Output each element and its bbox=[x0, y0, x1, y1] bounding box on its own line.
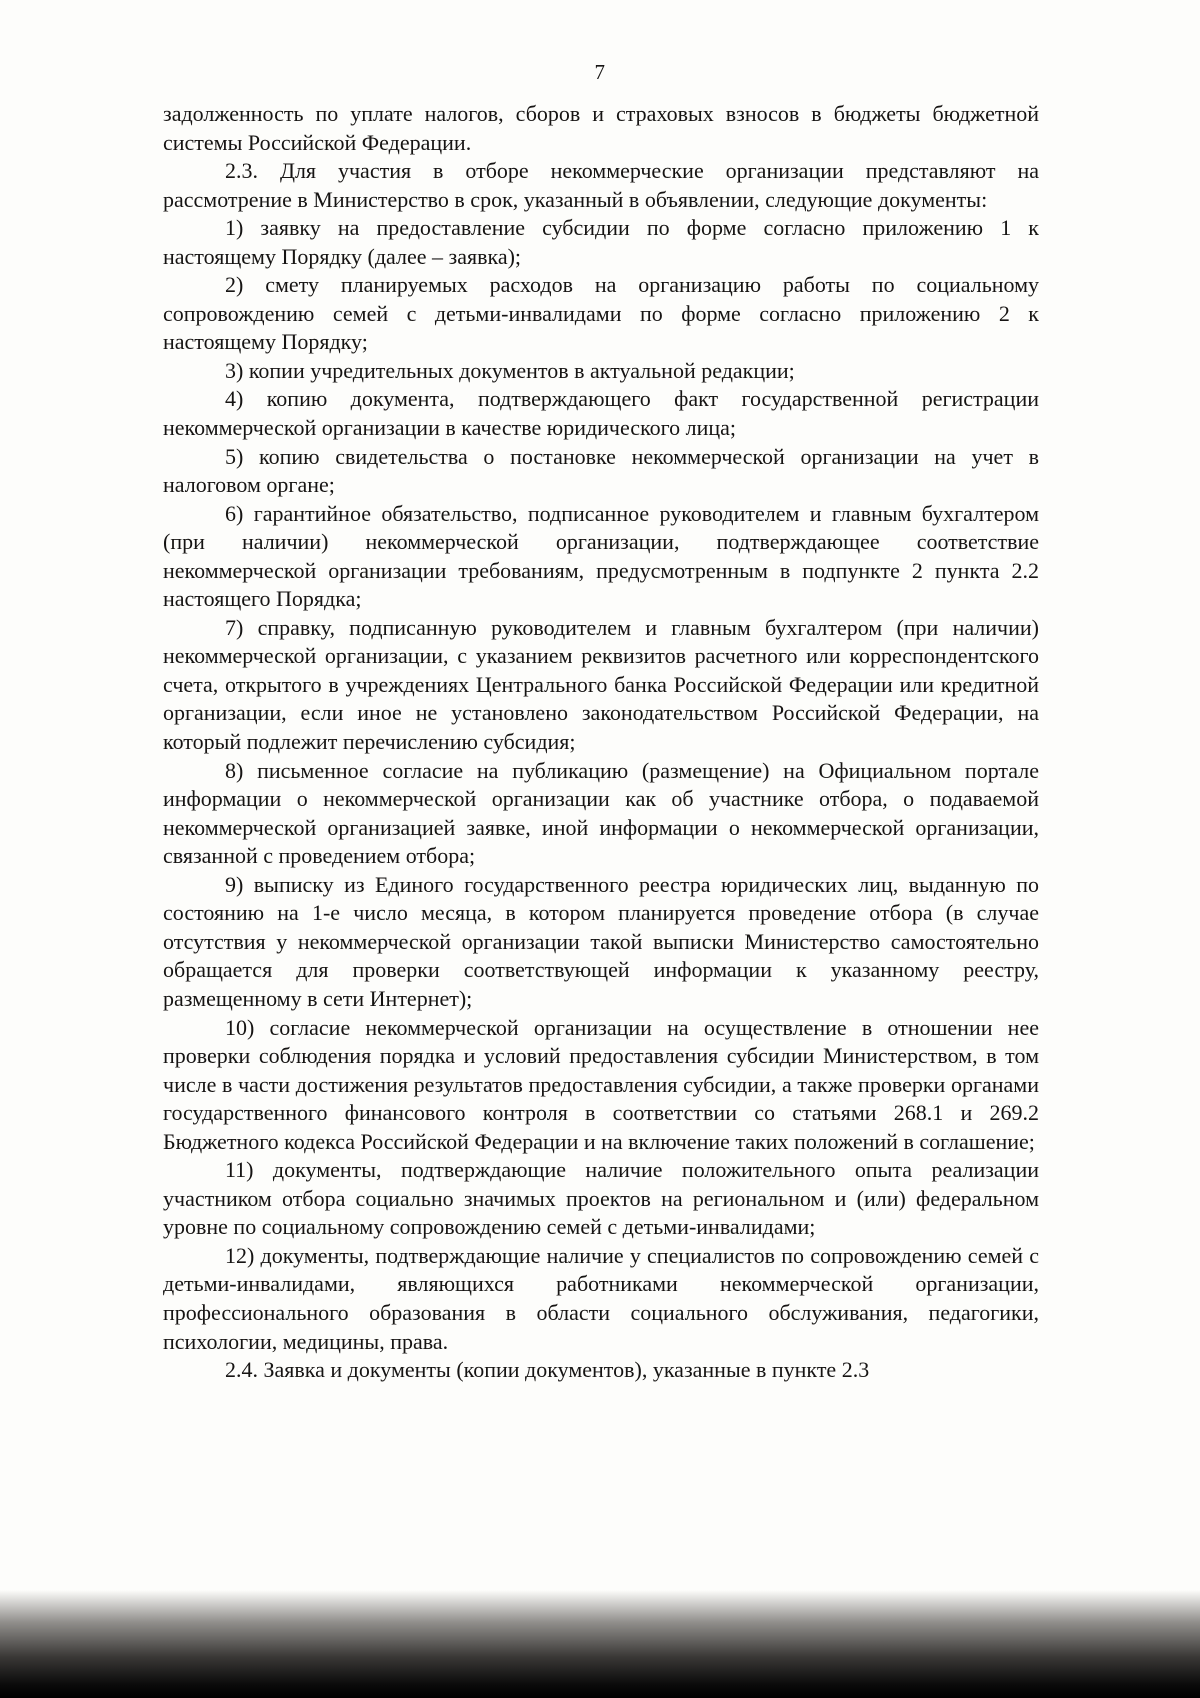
paragraph-clause-2-4: 2.4. Заявка и документы (копии документов), указанные в пункте 2.3 bbox=[225, 1357, 870, 1383]
paragraph-item-2: 2) смету планируемых расходов на организацию работы по социальному сопровождению семей с детьми-инвалидами по форме согласно приложению 2 к настоящему Порядку; bbox=[163, 272, 1039, 355]
page-number: 7 bbox=[594, 60, 606, 84]
paragraph-item-7: 7) справку, подписанную руководителем и главным бухгалтером (при наличии) некоммерческой организации, с указанием реквизитов расчетного или корреспондентского счета, открытого в учреждениях Центрального банка Российской Федерации или кредитной организации, если иное не установлено законодательством Российской Федерации, на который подлежит перечислению субсидия; bbox=[163, 614, 1039, 755]
paragraph-item-6: 6) гарантийное обязательство, подписанное руководителем и главным бухгалтером (при наличии) некоммерческой организации, подтверждающее соответствие некоммерческой организации требованиям, предусмотренным в подпункте 2 пункта 2.2 настоящего Порядка; bbox=[163, 500, 1039, 612]
paragraph-item-9: 9) выписку из Единого государственного реестра юридических лиц, выданную по состоянию на 1-е число месяца, в котором планируется проведение отбора (в случае отсутствия у некоммерческой организации такой выписки Министерство самостоятельно обращается для проверки соответствующей информации к указанному реестру, размещенному в сети Интернет); bbox=[163, 871, 1039, 1011]
scan-edge-shadow bbox=[0, 1590, 1200, 1698]
paragraph-item-11: 11) документы, подтверждающие наличие положительного опыта реализации участником отбора социально значимых проектов на региональном и (или) федеральном уровне по социальному сопровождению семей с детьми-инвалидами; bbox=[163, 1157, 1039, 1240]
paragraph-item-4: 4) копию документа, подтверждающего факт государственной регистрации некоммерческой организации в качестве юридического лица; bbox=[163, 386, 1039, 441]
paragraph-item-3: 3) копии учредительных документов в актуальной редакции; bbox=[225, 357, 795, 383]
paragraph-continuation: задолженность по уплате налогов, сборов и страховых взносов в бюджеты бюджетной системы Российской Федерации. bbox=[163, 101, 1039, 155]
paragraph-item-10: 10) согласие некоммерческой организации на осуществление в отношении нее проверки соблюдения порядка и условий предоставления субсидии Министерством, в том числе в части достижения результатов предоставления субсидии, а также проверки органами государственного финансового контроля в соответствии со статьями 268.1 и 269.2 Бюджетного кодекса Российской Федерации и на включение таких положений в соглашение; bbox=[163, 1014, 1039, 1154]
paragraph-item-12: 12) документы, подтверждающие наличие у специалистов по сопровождению семей с детьми-инвалидами, являющихся работниками некоммерческой организации, профессионального образования в области социального обслуживания, педагогики, психологии, медицины, права. bbox=[163, 1242, 1039, 1354]
paragraph-clause-2-3: 2.3. Для участия в отборе некоммерческие организации представляют на рассмотрение в Министерство в срок, указанный в объявлении, следующие документы: bbox=[163, 158, 1039, 212]
paragraph-item-1: 1) заявку на предоставление субсидии по форме согласно приложению 1 к настоящему Порядку (далее – заявка); bbox=[163, 215, 1039, 269]
paragraph-item-8: 8) письменное согласие на публикацию (размещение) на Официальном портале информации о некоммерческой организации как об участнике отбора, о подаваемой некоммерческой организацией заявке, иной информации о некоммерческой организации, связанной с проведением отбора; bbox=[163, 757, 1039, 869]
document-body bbox=[163, 100, 1039, 1385]
paragraph-item-5: 5) копию свидетельства о постановке некоммерческой организации на учет в налоговом органе; bbox=[163, 443, 1039, 498]
